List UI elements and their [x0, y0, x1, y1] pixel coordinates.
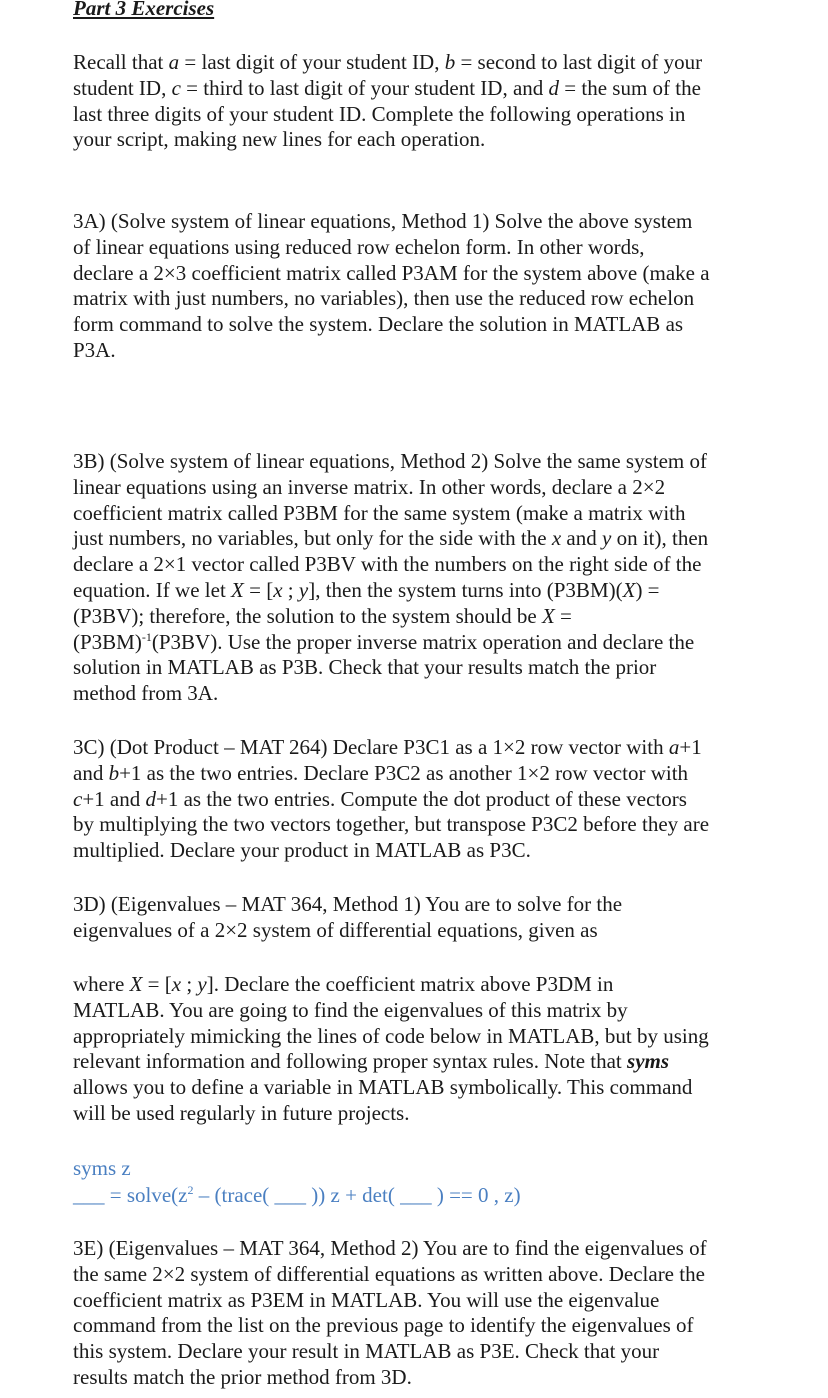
exercise-3d-intro: 3D) (Eigenvalues – MAT 364, Method 1) You are to solve for the eigenvalues of a 2×2 system of differential equations, given as [73, 892, 623, 942]
code-line-2: ___ = $solve(z^2$ – (trace( ___ )) z + det( ___ ) == 0 , z) [73, 1183, 521, 1207]
intro-line-3: last three digits of your student ID. Complete the following operations in [73, 101, 686, 126]
exercise-3b: 3B) (Solve system of linear equations, Method 2) Solve the same system of linear equations using an inverse matrix. In other words, declare a 2×2 coefficient matrix called P3BM for the same system (make a matrix with just numbers, no variables, but only for the side with the x and y on it), then declare a 2×1 vector called P3BV with the numbers on the right side of the equation. If we let X = [x ; y], then the system turns into (P3BM)(X) = (P3BV); therefore, the solution to the system should be X = $(P3BM)^{-1}(P3BV)$. Use the proper inverse matrix operation and declare the solution in MATLAB as P3B. Check that your results match the prior method from 3A. [73, 449, 709, 706]
code-line-1: syms z [73, 1156, 131, 1180]
intro-paragraph [73, 50, 763, 153]
syms-keyword: syms [627, 1049, 670, 1074]
exercise-3d-body: where X = [x ; y]. Declare the coefficient matrix above P3DM in MATLAB. You are going to find the eigenvalues of this matrix by appropriately mimicking the lines of code below in MATLAB, but by using relevant information and following proper syntax rules. Note that syms allows you to define a variable in MATLAB symbolically. This command will be used regularly in future projects. [73, 972, 709, 1125]
intro-line-1: Recall that a = last digit of your student ID, b = second to last digit of your [73, 50, 703, 74]
exercise-3e: 3E) (Eigenvalues – MAT 364, Method 2) You are to find the eigenvalues of the same 2×2 system of differential equations as written above. Declare the coefficient matrix as P3EM in MATLAB. You will use the eigenvalue command from the list on the previous page to identify the eigenvalues of this system. Declare your result in MATLAB as P3E. Check that your results match the prior method from 3D. [73, 1236, 707, 1389]
intro-line-2: student ID, c = third to last digit of your student ID, and d = the sum of the [73, 75, 701, 100]
intro-line-4: your script, making new lines for each operation. [73, 127, 486, 152]
section-heading: Part 3 Exercises [73, 0, 215, 20]
exercise-3c: 3C) (Dot Product – MAT 264) Declare P3C1 as a 1×2 row vector with a+1 and b+1 as the two entries. Declare P3C2 as another 1×2 row vector with c+1 and d+1 as the two entries. Compute the dot product of these vectors by multiplying the two vectors together, but transpose P3C2 before they are multiplied. Declare your product in MATLAB as P3C. [73, 735, 710, 863]
exercise-3a: 3A) (Solve system of linear equations, Method 1) Solve the above system of linear equations using reduced row echelon form. In other words, declare a 2×3 coefficient matrix called P3AM for the system above (make a matrix with just numbers, no variables), then use the reduced row echelon form command to solve the system. Declare the solution in MATLAB as P3A. [73, 209, 710, 362]
